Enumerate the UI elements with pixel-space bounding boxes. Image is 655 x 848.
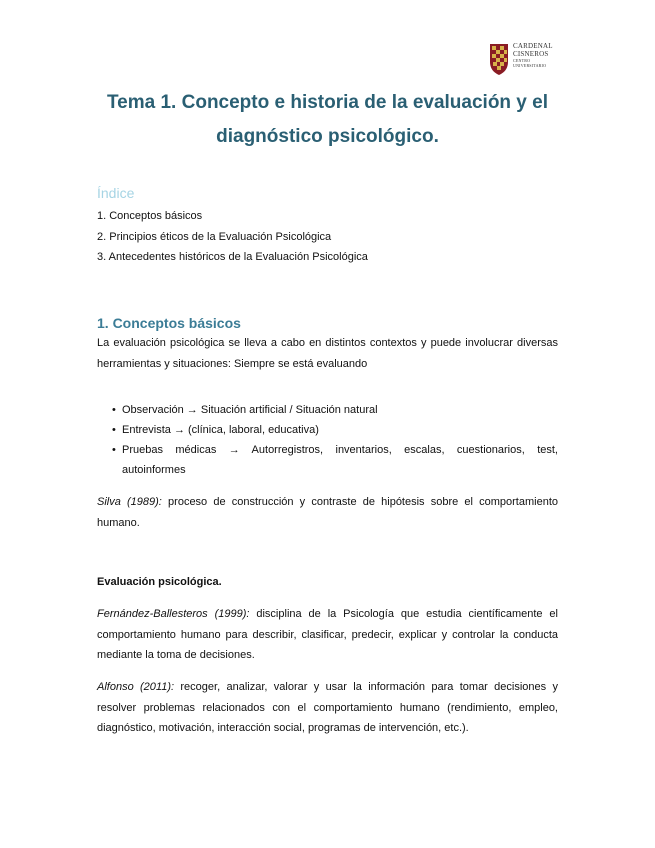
bullet-item-entrevista: • Entrevista → (clínica, laboral, educativa) [112,420,558,440]
logo-line-2: CISNEROS [513,50,549,58]
alfonso-citation: Alfonso (2011): [97,681,175,693]
index-list [97,206,368,268]
index-item-3: 3. Antecedentes históricos de la Evaluación Psicológica [97,251,368,263]
document-title: Tema 1. Concepto e historia de la evaluación y el diagnóstico psicológico. [106,92,549,147]
alfonso-definition [97,677,558,739]
bullet-item-pruebas: • Pruebas médicas → Autorregistros, inventarios, escalas, cuestionarios, test, autoinformes [112,440,558,480]
logo-wordmark [513,42,560,68]
index-heading: Índice [97,185,135,201]
university-logo [488,40,560,80]
crest-icon [488,40,510,76]
evaluation-methods-list [112,400,558,480]
logo-line-3: CENTRO UNIVERSITARIO [513,58,547,68]
bullet-item-observacion: • Observación → Situación artificial / Situación natural [112,400,558,420]
index-item-2: 2. Principios éticos de la Evaluación Psicológica [97,230,332,243]
alfonso-text: recoger, analizar, valorar y usar la información para tomar decisiones y resolver problemas relacionados con el comportamiento humano (rendimiento, empleo, diagnóstico, motivación, interacción social, programas de intervención, etc.). [97,681,558,734]
silva-definition [97,492,558,533]
fernandez-ballesteros-citation: Fernández-Ballesteros (1999): [97,608,250,620]
logo-line-1: CARDENAL [513,42,553,50]
fernandez-ballesteros-definition [97,604,558,666]
index-item-1: 1. Conceptos básicos [97,210,203,222]
silva-citation: Silva (1989): [97,496,162,508]
silva-text: proceso de construcción y contraste de hipótesis sobre el comportamiento humano. [97,496,558,529]
section-intro-paragraph: La evaluación psicológica se lleva a cabo en distintos contextos y puede involucrar diversas herramientas y situaciones: Siempre se está evaluando [97,337,558,370]
section-heading-conceptos: 1. Conceptos básicos [97,315,241,331]
subheading-evaluacion: Evaluación psicológica. [97,576,222,588]
fernandez-ballesteros-text: disciplina de la Psicología que estudia científicamente el comportamiento humano para describir, clasificar, predecir, explicar y controlar la conducta mediante la toma de decisiones. [97,608,558,661]
